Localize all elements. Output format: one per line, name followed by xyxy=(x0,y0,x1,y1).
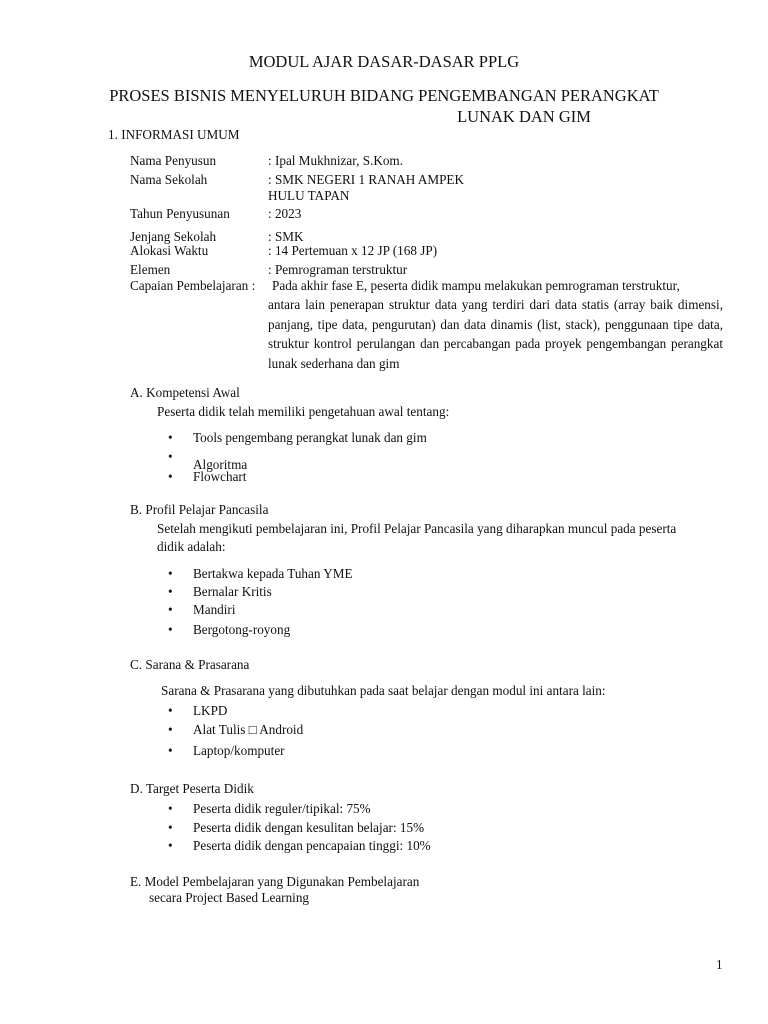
list-item: Algoritma xyxy=(193,457,248,472)
section-b-intro-line-2: didik adalah: xyxy=(157,539,226,554)
subtitle-line-2: LUNAK DAN GIM xyxy=(457,107,591,126)
section-a-heading: A. Kompetensi Awal xyxy=(130,385,240,400)
list-item: Bergotong-royong xyxy=(193,622,291,637)
label-nama-penyusun: Nama Penyusun xyxy=(130,153,217,168)
bullet-icon: • xyxy=(168,722,173,737)
bullet-icon: • xyxy=(168,838,173,853)
label-jenjang-sekolah: Jenjang Sekolah xyxy=(130,229,217,244)
value-jenjang-sekolah: : SMK xyxy=(268,229,304,244)
value-nama-sekolah-line-1: : SMK NEGERI 1 RANAH AMPEK xyxy=(268,172,464,187)
section-b-intro-line-1: Setelah mengikuti pembelajaran ini, Profil Pelajar Pancasila yang diharapkan muncul pada peserta xyxy=(157,521,677,536)
list-item: Alat Tulis □ Android xyxy=(193,722,304,737)
value-nama-sekolah-line-2: HULU TAPAN xyxy=(268,188,350,203)
label-elemen: Elemen xyxy=(130,262,171,277)
section-e-line-1: E. Model Pembelajaran yang Digunakan Pembelajaran xyxy=(130,874,420,889)
value-nama-penyusun: : Ipal Mukhnizar, S.Kom. xyxy=(268,153,403,168)
list-item: Mandiri xyxy=(193,602,236,617)
bullet-icon: • xyxy=(168,584,173,599)
bullet-icon: • xyxy=(168,622,173,637)
section-d-heading: D. Target Peserta Didik xyxy=(130,781,254,796)
value-elemen: : Pemrograman terstruktur xyxy=(268,262,408,277)
label-nama-sekolah: Nama Sekolah xyxy=(130,172,208,187)
bullet-icon: • xyxy=(168,469,173,484)
section-e-line-2: secara Project Based Learning xyxy=(149,890,310,905)
list-item: LKPD xyxy=(193,703,228,718)
label-alokasi-waktu: Alokasi Waktu xyxy=(130,243,209,258)
section-1-heading: 1. INFORMASI UMUM xyxy=(108,127,240,142)
list-item: Laptop/komputer xyxy=(193,743,285,758)
bullet-icon: • xyxy=(168,703,173,718)
bullet-icon: • xyxy=(168,449,173,464)
section-a-intro: Peserta didik telah memiliki pengetahuan awal tentang: xyxy=(157,404,450,419)
bullet-icon: • xyxy=(168,820,173,835)
label-tahun-penyusunan: Tahun Penyusunan xyxy=(130,206,230,221)
list-item: Tools pengembang perangkat lunak dan gim xyxy=(193,430,427,445)
list-item: Flowchart xyxy=(193,469,247,484)
bullet-icon: • xyxy=(168,743,173,758)
list-item: Peserta didik dengan pencapaian tinggi: 10% xyxy=(193,838,431,853)
bullet-icon: • xyxy=(168,801,173,816)
section-c-heading: C. Sarana & Prasarana xyxy=(130,657,250,672)
page-number: 1 xyxy=(716,957,723,972)
subtitle-line-1: PROSES BISNIS MENYELURUH BIDANG PENGEMBANGAN PERANGKAT xyxy=(109,86,659,105)
label-capaian-pembelajaran: Capaian Pembelajaran : xyxy=(130,278,256,293)
bullet-icon: • xyxy=(168,430,173,445)
list-item: Bertakwa kepada Tuhan YME xyxy=(193,566,353,581)
value-capaian-rest: antara lain penerapan struktur data yang terdiri dari data statis (array baik dimensi, panjang, tipe data, pengurutan) dan data dinamis (list, stack), penggunaan tipe data, struktur kontrol perulangan dan percabangan pada proyek pengembangan perangkat lunak sederhana dan gim xyxy=(268,297,723,371)
list-item: Peserta didik dengan kesulitan belajar: 15% xyxy=(193,820,425,835)
bullet-icon: • xyxy=(168,602,173,617)
value-capaian-line-1: Pada akhir fase E, peserta didik mampu melakukan pemrograman terstruktur, xyxy=(272,278,680,293)
doc-title: MODUL AJAR DASAR-DASAR PPLG xyxy=(248,52,520,71)
list-item: Bernalar Kritis xyxy=(193,584,272,599)
section-b-heading: B. Profil Pelajar Pancasila xyxy=(130,502,269,517)
value-tahun-penyusunan: : 2023 xyxy=(268,206,302,221)
list-item: Peserta didik reguler/tipikal: 75% xyxy=(193,801,371,816)
section-c-intro: Sarana & Prasarana yang dibutuhkan pada saat belajar dengan modul ini antara lain: xyxy=(161,683,606,698)
value-alokasi-waktu: : 14 Pertemuan x 12 JP (168 JP) xyxy=(268,243,438,258)
bullet-icon: • xyxy=(168,566,173,581)
